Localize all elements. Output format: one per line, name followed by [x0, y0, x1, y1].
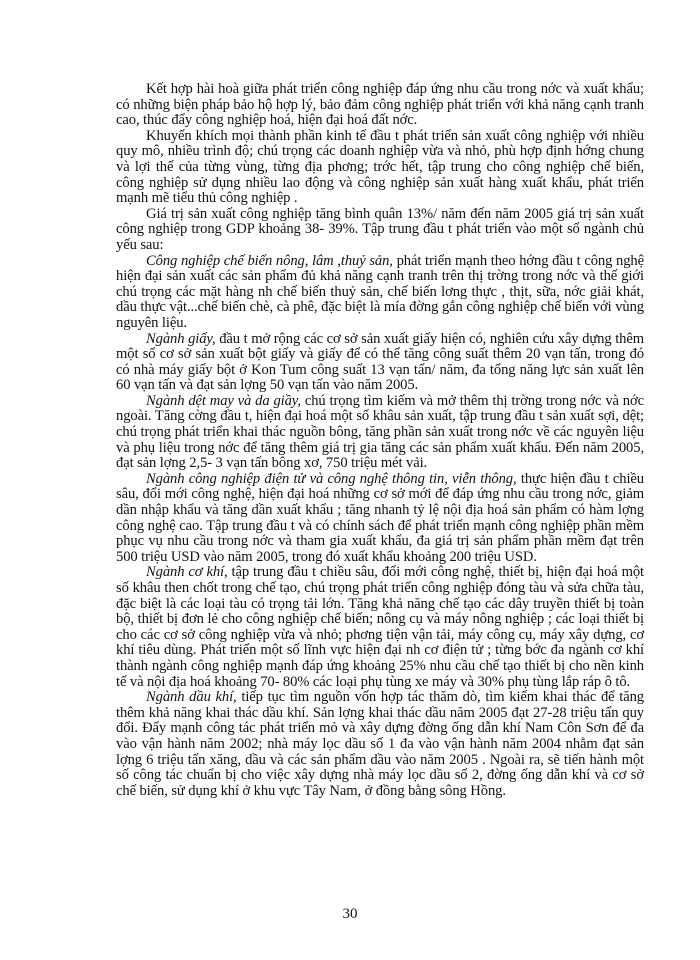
paragraph-5: Ngành giấy, đầu t mở rộng các cơ sở sản xuất giấy hiện có, nghiên cứu xây dựng thêm một số cơ sở sản xuất bột giấy và giấy để có thể tăng công suất thêm 20 vạn tấn, trong đó có nhà máy giấy bột ở Kon Tum công suất 13 vạn tấn/ năm, đa tổng năng lực sản xuất lên 60 vạn tấn và đạt sản lợng 50 vạn tấn vào năm 2005.	[116, 330, 644, 394]
paragraph-4: Công nghiệp chế biến nông, lâm ,thuỷ sản, phát triển mạnh theo hớng đầu t công nghệ hiện đại sản xuất các sản phẩm đủ khả năng cạnh tranh trên thị trờng trong nớc và thế giới chú trọng các mặt hàng nh chế biến thuỷ sản, chế biến lơng thực , thịt, sữa, nớc giải khát, dầu thực vật...chế biến chè, cà phê, đặc biệt là mía đờng gắn công nghiệp chế biến với vùng nguyên liệu.	[116, 252, 644, 331]
paragraph-6: Ngành dệt may và da giầy, chú trọng tìm kiếm và mở thêm thị trờng trong nớc và nớc ngoài. Tăng cờng đầu t, hiện đại hoá một số khâu sản xuất, tập trung đầu t sản xuất sợi, dệt; chú trọng phát triển khai thác nguồn bông, tăng phần sản xuất trong nớc về các nguyên liệu và phụ liệu trong nớc để tăng thêm giá trị gia tăng các sản phẩm xuất khẩu. Đến năm 2005, đạt sản lợng 2,5- 3 vạn tấn bông xơ, 750 triệu mét vải.	[116, 392, 644, 472]
paragraph-lead: Ngành công nghiệp điện tử và công nghệ thông tin, viễn thông,	[146, 470, 517, 487]
document-body	[116, 82, 644, 799]
paragraph-1: Kết hợp hài hoà giữa phát triển công nghiệp đáp ứng nhu cầu trong nớc và xuất khẩu; có những biện pháp bảo hộ hợp lý, bảo đảm công nghiệp phát triển với khả năng cạnh tranh cao, thúc đẩy công nghiệp hoá, hiện đại hoá đất nớc.	[116, 81, 644, 129]
paragraph-lead: Công nghiệp chế biến nông, lâm ,thuỷ sản,	[146, 252, 393, 269]
paragraph-lead: Ngành giấy,	[146, 330, 216, 347]
paragraph-lead: Ngành dầu khí,	[146, 689, 237, 706]
page-number: 30	[342, 906, 358, 922]
paragraph-lead: Ngành dệt may và da giầy,	[146, 392, 301, 409]
paragraph-lead: Ngành cơ khí,	[146, 564, 228, 581]
paragraph-3: Giá trị sản xuất công nghiệp tăng bình quân 13%/ năm đến năm 2005 giá trị sản xuất công nghiệp trong GDP khoảng 38- 39%. Tập trung đầu t phát triển vào một số ngành chủ yếu sau:	[116, 205, 644, 253]
paragraph-2: Khuyến khích mọi thành phần kinh tế đầu t phát triển sản xuất công nghiệp với nhiều quy mô, nhiều trình độ; chú trọng các doanh nghiệp vừa và nhỏ, phù hợp định hớng chung và lợi thế của từng vùng, từng địa phơng; trớc hết, tập trung cho công nghiệp chế biến, công nghiệp sử dụng nhiều lao động và công nghiệp sản xuất hàng xuất khẩu, phát triển mạnh mẽ tiểu thủ công nghiệp .	[116, 127, 644, 207]
paragraph-9: Ngành dầu khí, tiếp tục tìm nguồn vốn hợp tác thăm dò, tìm kiếm khai thác để tăng thêm khả năng khai thác dầu khí. Sản lợng khai thác dầu năm 2005 đạt 27-28 triệu tấn quy đổi. Đẩy mạnh công tác phát triển mỏ và xây dựng đờng ống dẫn khí Nam Côn Sơn để đa vào vận hành năm 2002; nhà máy lọc dầu số 1 đa vào vận hành năm 2004 nhằm đạt sản lợng 6 triệu tấn xăng, dầu và các sản phẩm dầu vào năm 2005 . Ngoài ra, sẽ tiến hành một số công tác chuẩn bị cho việc xây dựng nhà máy lọc dầu số 2, đờng ống dẫn khí và cơ sở chế biến, sử dụng khí ở khu vực Tây Nam, ở đồng bằng sông Hồng.	[116, 689, 645, 799]
paragraph-7: Ngành công nghiệp điện tử và công nghệ thông tin, viễn thông, thực hiện đầu t chiều sâu, đổi mới công nghệ, hiện đại hoá những cơ sở mới để đáp ứng nhu cầu trong nớc, giảm dần nhập khẩu và tăng dần xuất khẩu ; tăng nhanh tỷ lệ nội địa hoá sản phẩm có hàm lợng công nghệ cao. Tập trung đầu t và có chính sách để phát triển mạnh công nghiệp phần mềm phục vụ nhu cầu trong nớc và tham gia xuất khẩu, đa giá trị sản phẩm phần mềm đạt trên 500 triệu USD vào năm 2005, trong đó xuất khẩu khoảng 200 triệu USD.	[116, 470, 645, 565]
paragraph-8: Ngành cơ khí, tập trung đầu t chiều sâu, đổi mới công nghệ, thiết bị, hiện đại hoá một số khâu then chốt trong chế tạo, chú trọng phát triển công nghiệp đóng tàu và sửa chữa tàu, đặc biệt là các loại tàu có trọng tải lớn. Tăng khả năng chế tạo các dây truyền thiết bị toàn bộ, thiết bị đơn lẻ cho công nghiệp chế biến; nông cụ và máy nông nghiệp ; các loại thiết bị cho các cơ sở công nghiệp vừa và nhỏ; phơng tiện vận tải, máy công cụ, máy xây dựng, cơ khí tiêu dùng. Phát triển một số lĩnh vực hiện đại nh cơ điện tử ; từng bớc đa ngành cơ khí thành ngành công nghiệp mạnh đáp ứng khoảng 25% nhu cầu chế tạo thiết bị cho nền kinh tế và nội địa hoá khoảng 70- 80% các loại phụ tùng xe máy và 30% phụ tùng lắp ráp ô tô.	[116, 564, 644, 690]
